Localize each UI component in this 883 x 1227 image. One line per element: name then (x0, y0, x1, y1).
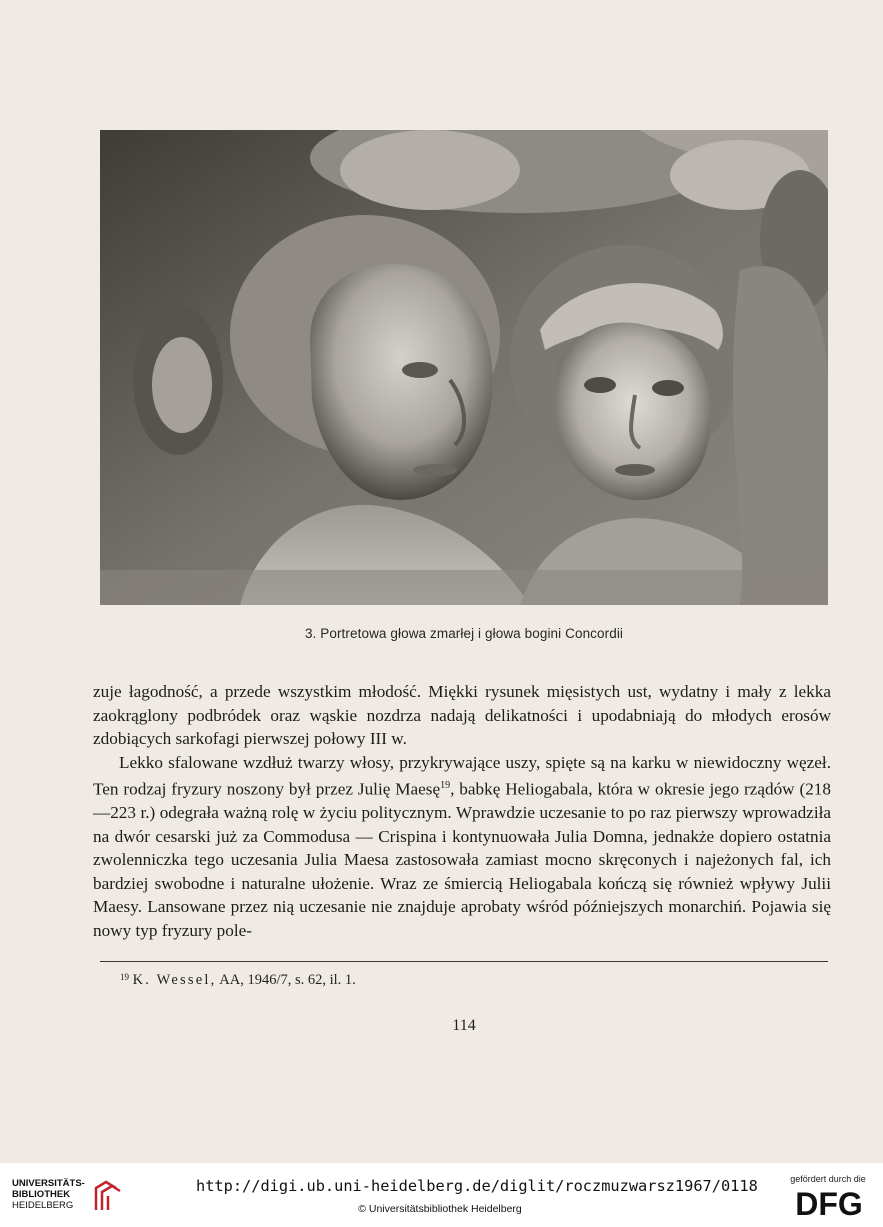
library-line-1: UNIVERSITÄTS- (12, 1178, 85, 1189)
footnote-number: 19 (120, 972, 129, 982)
footnote (120, 972, 356, 989)
funded-by-label: gefördert durch die (790, 1174, 866, 1184)
paragraph-2 (93, 751, 831, 943)
page-number: 114 (452, 1017, 476, 1034)
paragraph-2-start: Lekko sfalowane wzdłuż twarzy włosy, przykrywające uszy, spięte są na karku w niewidoczny węzeł. Ten rodzaj fryzury noszony był przez Julię Maesę (93, 752, 831, 799)
dfg-logo-text: DFG (795, 1186, 863, 1220)
permalink[interactable]: http://digi.ub.uni-heidelberg.de/diglit/roczmuzwarsz1967/0118 (196, 1177, 758, 1195)
library-line-2: BIBLIOTHEK (12, 1189, 71, 1200)
paragraph-2-rest: , babkę Heliogabala, która w okresie jego rządów (218—223 r.) odegrała ważną rolę w życiu politycznym. Wprawdzie uczesanie to po raz pierwszy wprowadziła na dwór cesarski już za Commodusa — Crispina i kontynuowała Julia Domna, jednakże dopiero ostatnia zwolenniczka tego uczesania Julia Maesa zastosowała zamiast mocno skręconych i najeżonych fal, ich bardziej swobodne i naturalne ułożenie. Wraz ze śmiercią Heliogabala kończą się również wpływy Julii Maesy. Lansowane przez nią uczesanie nie znajduje aprobaty wśród późniejszych monarchiń. Pojawia się nowy typ fryzury pole- (93, 779, 831, 940)
digitization-footer (0, 1163, 883, 1227)
library-line-3: HEIDELBERG (12, 1200, 74, 1211)
dfg-logo[interactable] (783, 1166, 875, 1224)
footnote-reference[interactable]: 19 (440, 780, 451, 791)
paragraph-1: zuje łagodność, a przede wszystkim młodość. Miękki rysunek mięsistych ust, wydatny i mały z lekka zaokrąglony podbródek oraz wąskie nozdrza nadają delikatności i upodabniają do młodych erosów zdobiących sarkofagi pierwszej połowy III w. (93, 682, 831, 748)
relief-photograph-image (100, 130, 828, 605)
footnote-divider (100, 961, 828, 962)
university-library-logo[interactable] (12, 1178, 132, 1218)
copyright-notice: © Universitätsbibliothek Heidelberg (358, 1203, 522, 1215)
dfg-logo-mark (787, 1186, 871, 1220)
body-text (93, 680, 831, 942)
figure-caption: 3. Portretowa głowa zmarłej i głowa bogini Concordii (304, 626, 624, 641)
footnote-citation: AA, 1946/7, s. 62, il. 1. (219, 972, 356, 988)
footnote-author: K. Wessel, (132, 972, 217, 988)
library-name (12, 1178, 85, 1211)
library-emblem-icon (92, 1178, 122, 1212)
relief-photograph (100, 130, 828, 605)
